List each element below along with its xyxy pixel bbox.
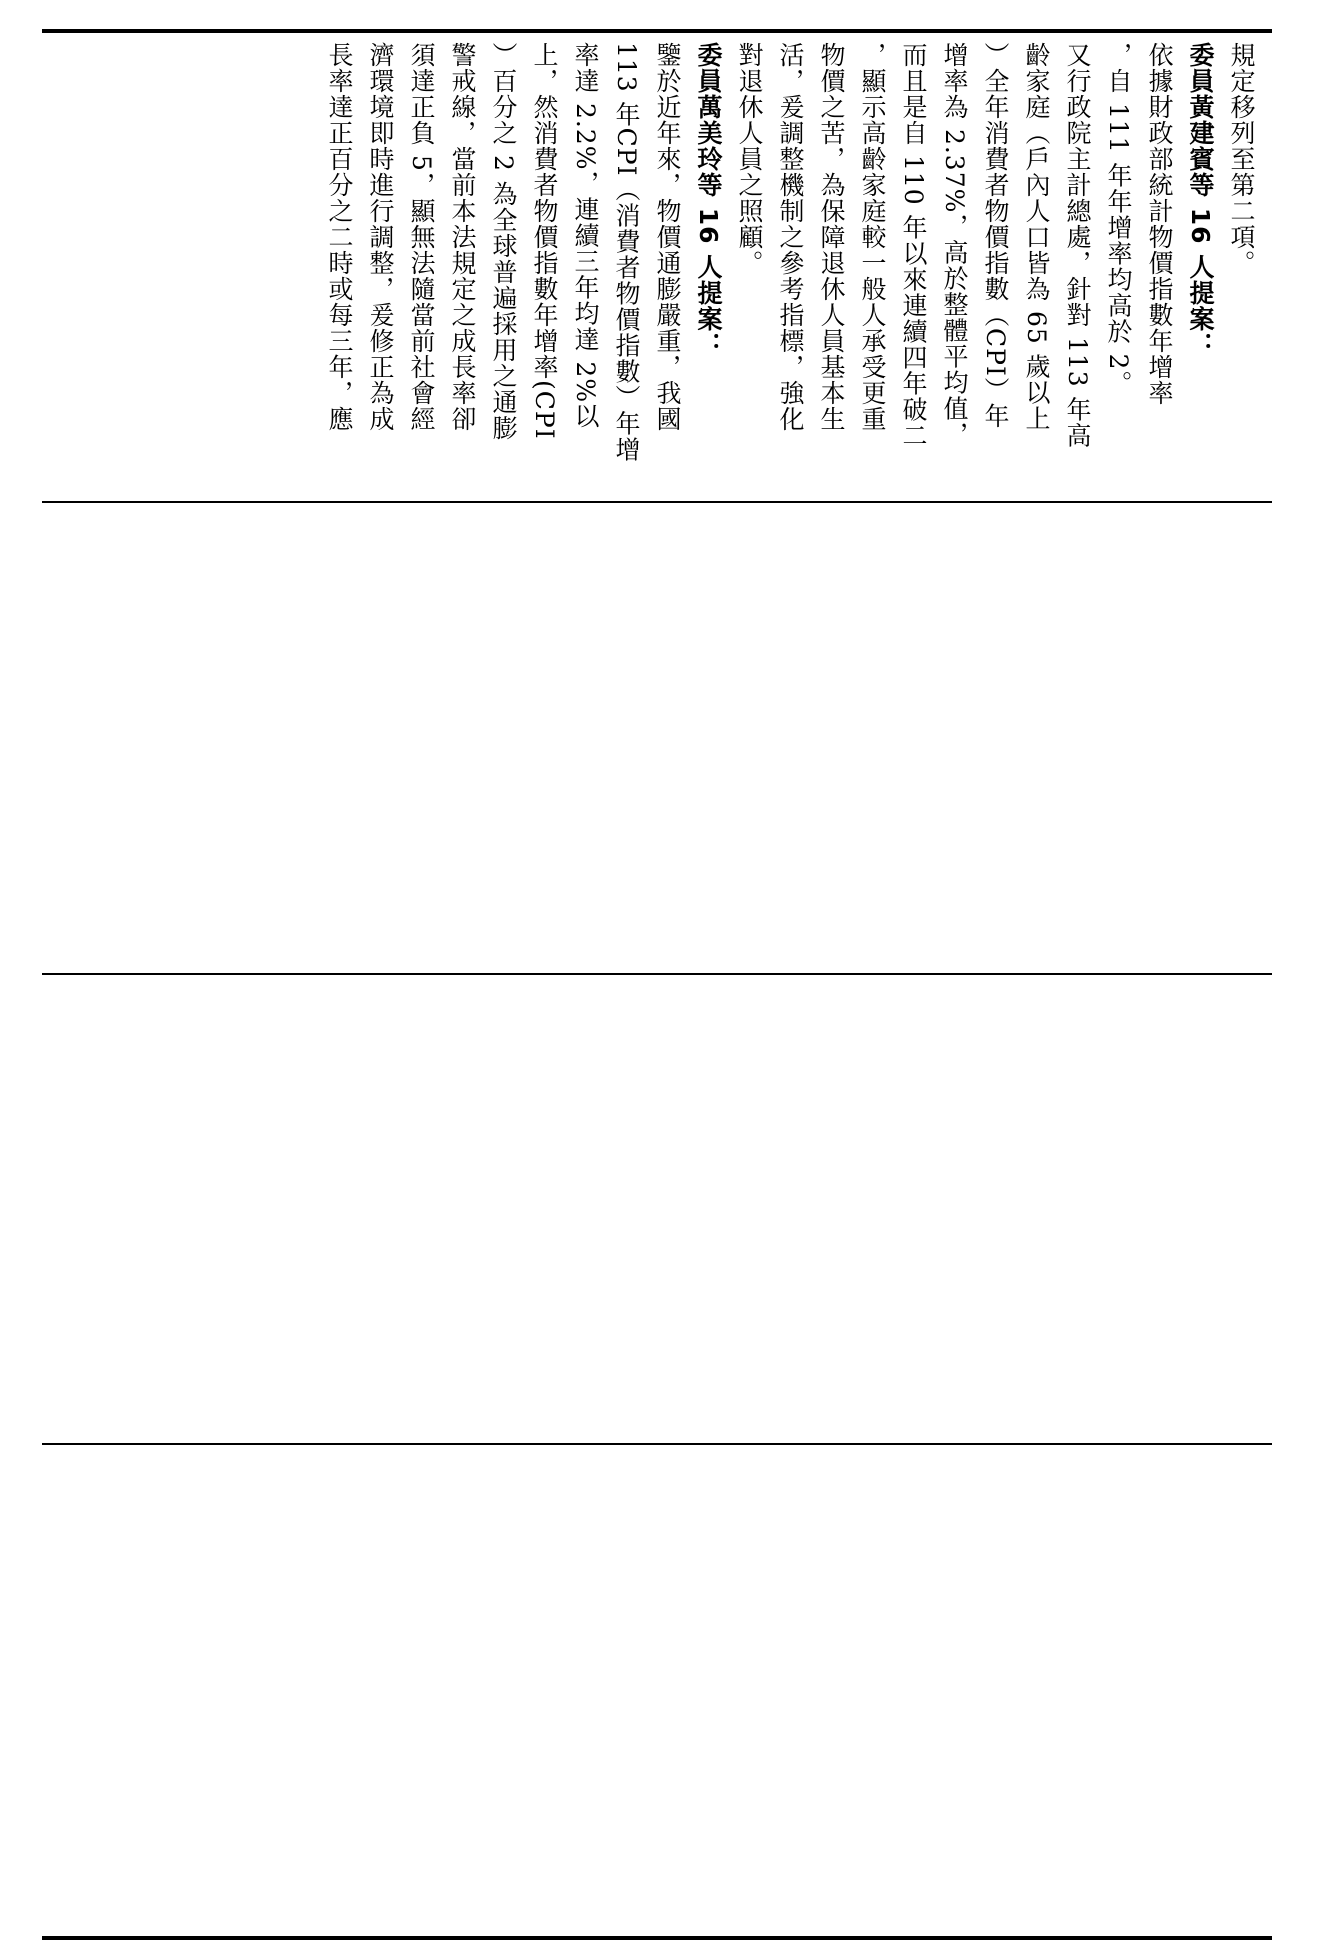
text-line: 濟環境即時進行調整，爰修正為成 — [366, 42, 395, 432]
text-line: 而且是自 110 年以來連續四年破二 — [899, 42, 928, 449]
empty-table-cell — [42, 975, 1272, 1443]
text-line: 113 年CPI（消費者物價指數）年增 — [612, 42, 641, 463]
empty-table-cell — [42, 1445, 1272, 1935]
text-line: ，自 111 年年增率均高於 2。 — [1104, 42, 1133, 397]
proposal-heading: 委員黃建賓等 16 人提案： — [1186, 42, 1215, 359]
text-line: 依據財政部統計物價指數年增率 — [1145, 42, 1174, 406]
vertical-text-column — [319, 42, 1262, 482]
bottom-rule — [42, 1936, 1272, 1940]
text-line: 增率為 2.37%，高於整體平均值， — [940, 42, 969, 448]
text-line: 活，爰調整機制之參考指標，強化 — [776, 42, 805, 432]
text-line: 物價之苦，為保障退休人員基本生 — [817, 42, 846, 432]
text-line: ）全年消費者物價指數（CPI）年 — [981, 42, 1010, 429]
text-line: 率達 2.2%，連續三年均達 2%以 — [571, 42, 600, 430]
text-line: 上，然消費者物價指數年增率(CPI — [530, 42, 559, 440]
text-line: 鑒於近年來，物價通膨嚴重，我國 — [653, 42, 682, 432]
text-line: ，顯示高齡家庭較一般人承受更重 — [858, 42, 887, 432]
text-line: 又行政院主計總處，針對 113 年高 — [1063, 42, 1092, 449]
text-line: 對退休人員之照顧。 — [735, 42, 764, 276]
text-column-block — [42, 32, 1272, 500]
text-line: 齡家庭（戶內人口皆為 65 歲以上 — [1022, 42, 1051, 432]
text-line: 規定移列至第二項。 — [1227, 42, 1256, 276]
text-line: 警戒線，當前本法規定之成長率卻 — [448, 42, 477, 432]
text-line: ）百分之 2 為全球普遍採用之通膨 — [489, 42, 518, 441]
text-line: 長率達正百分之二時或每三年，應 — [325, 42, 354, 432]
empty-table-cell — [42, 503, 1272, 973]
text-line: 須達正負 5，顯無法隨當前社會經 — [407, 42, 436, 432]
proposal-heading: 委員萬美玲等 16 人提案： — [694, 42, 723, 359]
